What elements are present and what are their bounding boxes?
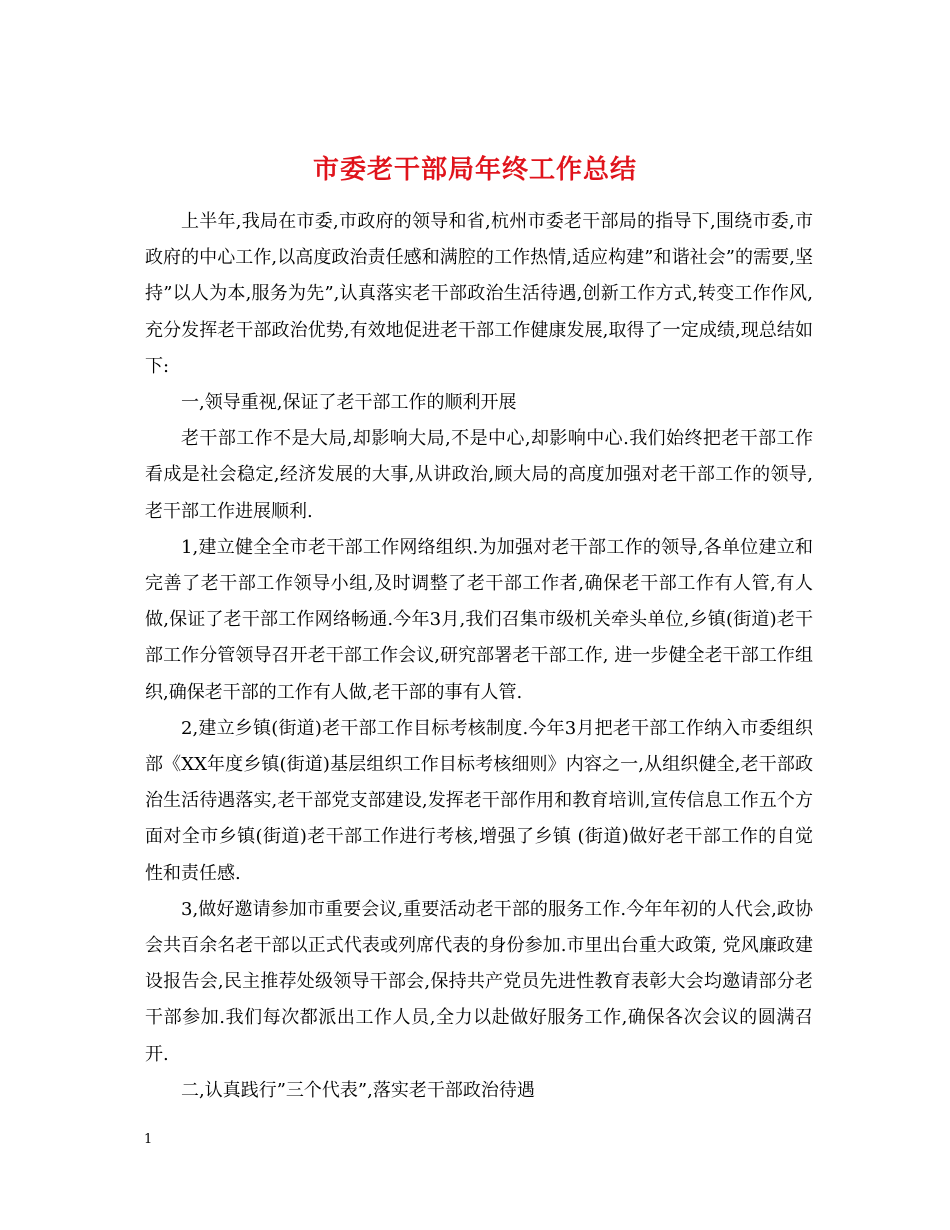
paragraph-item-1: 1,建立健全全市老干部工作网络组织.为加强对老干部工作的领导,各单位建立和完善了老干部工作领导小组,及时调整了老干部工作者,确保老干部工作有人管,有人做,保证了老干部工作网络畅通.今年3月,我们召集市级机关牵头单位,乡镇(街道)老干部工作分管领导召开老干部工作会议,研究部署老干部工作, 进一步健全老干部工作组织,确保老干部的工作有人做,老干部的事有人管.	[145, 536, 813, 703]
paragraph-section-1: 老干部工作不是大局,却影响大局,不是中心,却影响中心.我们始终把老干部工作看成是社会稳定,经济发展的大事,从讲政治,顾大局的高度加强对老干部工作的领导,老干部工作进展顺利.	[145, 428, 813, 522]
section-heading-2: 二,认真践行”三个代表”,落实老干部政治待遇	[181, 1079, 535, 1101]
page-number: 1	[144, 1132, 153, 1147]
paragraph-intro: 上半年,我局在市委,市政府的领导和省,杭州市委老干部局的指导下,围绕市委,市政府的中心工作,以高度政治责任感和满腔的工作热情,适应构建”和谐社会”的需要,坚持”以人为本,服务为先”,认真落实老干部政治生活待遇,创新工作方式,转变工作作风,充分发挥老干部政治优势,有效地促进老干部工作健康发展,取得了一定成绩,现总结如下:	[145, 211, 813, 377]
paragraph-item-2: 2,建立乡镇(街道)老干部工作目标考核制度.今年3月把老干部工作纳入市委组织部《XX年度乡镇(街道)基层组织工作目标考核细则》内容之一,从组织健全,老干部政治生活待遇落实,老干部党支部建设,发挥老干部作用和教育培训,宣传信息工作五个方面对全市乡镇(街道)老干部工作进行考核,增强了乡镇 (街道)做好老干部工作的自觉性和责任感.	[145, 717, 813, 884]
document-body	[145, 204, 813, 1109]
section-heading-1: 一,领导重视,保证了老干部工作的顺利开展	[181, 392, 517, 414]
document-title: 市委老干部局年终工作总结	[312, 155, 637, 186]
paragraph-item-3: 3,做好邀请参加市重要会议,重要活动老干部的服务工作.今年年初的人代会,政协会共百余名老干部以正式代表或列席代表的身份参加.市里出台重大政策, 党风廉政建设报告会,民主推荐处级领导干部会,保持共产党员先进性教育表彰大会均邀请部分老干部参加.我们每次都派出工作人员,全力以赴做好服务工作,确保各次会议的圆满召开.	[145, 898, 813, 1065]
